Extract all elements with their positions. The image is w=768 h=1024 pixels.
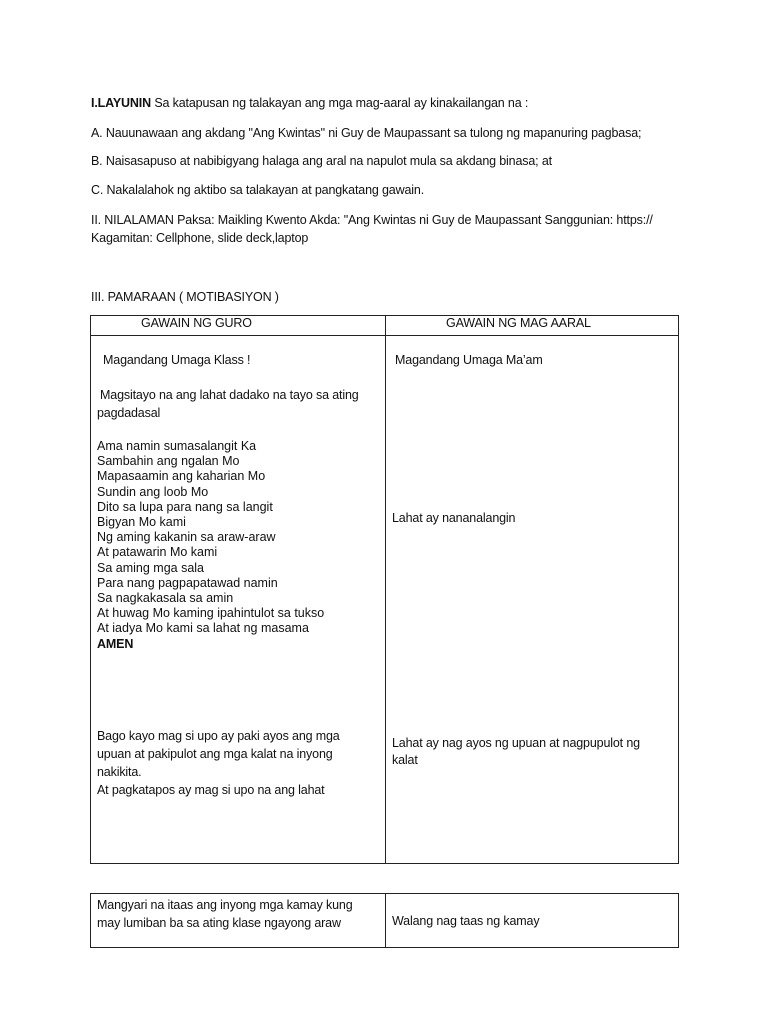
prayer-line: Dito sa lupa para nang sa langit [97, 499, 273, 514]
teacher-stand-line-2: pagdadasal [97, 406, 161, 420]
prayer-line: Ama namin sumasalangit Ka [97, 439, 257, 453]
attendance-teacher-line-2: may lumiban ba sa ating klase ngayong araw [97, 916, 341, 930]
teacher-greeting: Magandang Umaga Klass ! [103, 353, 251, 367]
student-prayer-response: Lahat ay nananalangin [392, 511, 516, 525]
col-header-teacher: GAWAIN NG GURO [91, 316, 386, 336]
student-chairs-line-1: Lahat ay nag ayos ng upuan at nagpupulot ng [392, 736, 640, 750]
objectives-intro: Sa katapusan ng talakayan ang mga mag-aaral ay kinakailangan na : [151, 96, 529, 110]
prayer-line: At iadya Mo kami sa lahat ng masama [97, 621, 309, 636]
prayer-line: Mapasaamin ang kaharian Mo [97, 469, 266, 484]
prayer-line: Sa nagkakasala sa amin [97, 591, 234, 606]
student-cell [386, 336, 679, 864]
col-header-student: GAWAIN NG MAG AARAL [386, 316, 679, 336]
chairs-instruction [97, 727, 340, 799]
chairs-line: nakikita. [97, 765, 142, 779]
prayer-line: Ng aming kakanin sa araw-araw [97, 530, 276, 545]
chairs-line: Bago kayo mag si upo ay paki ayos ang mga [97, 729, 340, 743]
prayer-line: At huwag Mo kaming ipahintulot sa tukso [97, 606, 325, 621]
prayer-line: Para nang pagpapatawad namin [97, 575, 278, 590]
prayer-line: Sa aming mga sala [97, 560, 205, 575]
chairs-line: At pagkatapos ay mag si upo na ang lahat [97, 783, 325, 797]
prayer-line: Sundin ang loob Mo [97, 484, 209, 499]
objectives-heading [91, 94, 528, 112]
attendance-teacher-cell [91, 894, 386, 948]
content-line-1: II. NILALAMAN Paksa: Maikling Kwento Akda: "Ang Kwintas ni Guy de Maupassant Sanggunian: https:// [91, 213, 653, 227]
prayer-line: Bigyan Mo kami [97, 515, 186, 530]
prayer-line: Sambahin ang ngalan Mo [97, 454, 240, 469]
objective-a: A. Nauunawaan ang akdang "Ang Kwintas" ni Guy de Maupassant sa tulong ng mapanuring pagbasa; [91, 126, 642, 140]
table-row [91, 894, 679, 948]
objective-b: B. Naisasapuso at nabibigyang halaga ang aral na napulot mula sa akdang binasa; at [91, 154, 552, 168]
teacher-cell [91, 336, 386, 864]
chairs-line: upuan at pakipulot ang mga kalat na inyong [97, 747, 333, 761]
student-chairs-line-2: kalat [392, 753, 418, 767]
prayer-block [97, 439, 324, 652]
student-greeting: Magandang Umaga Ma’am [395, 353, 543, 367]
teacher-stand-line-1: Magsitayo na ang lahat dadako na tayo sa ating [100, 388, 359, 402]
prayer-line: At patawarin Mo kami [97, 545, 218, 560]
objective-c: C. Nakalalahok ng aktibo sa talakayan at pangkatang gawain. [91, 183, 425, 197]
prayer-amen: AMEN [97, 636, 134, 651]
attendance-student-cell [386, 894, 679, 948]
content-line-2: Kagamitan: Cellphone, slide deck,laptop [91, 231, 309, 245]
activity-table [90, 315, 679, 864]
table-header-row [91, 316, 679, 336]
attendance-student-text: Walang nag taas ng kamay [392, 914, 540, 928]
attendance-teacher-line-1: Mangyari na itaas ang inyong mga kamay kung [97, 898, 353, 912]
procedure-heading: III. PAMARAAN ( MOTIBASIYON ) [91, 290, 279, 304]
table-row [91, 336, 679, 864]
objectives-label: I.LAYUNIN [91, 96, 152, 110]
attendance-table [90, 893, 679, 948]
